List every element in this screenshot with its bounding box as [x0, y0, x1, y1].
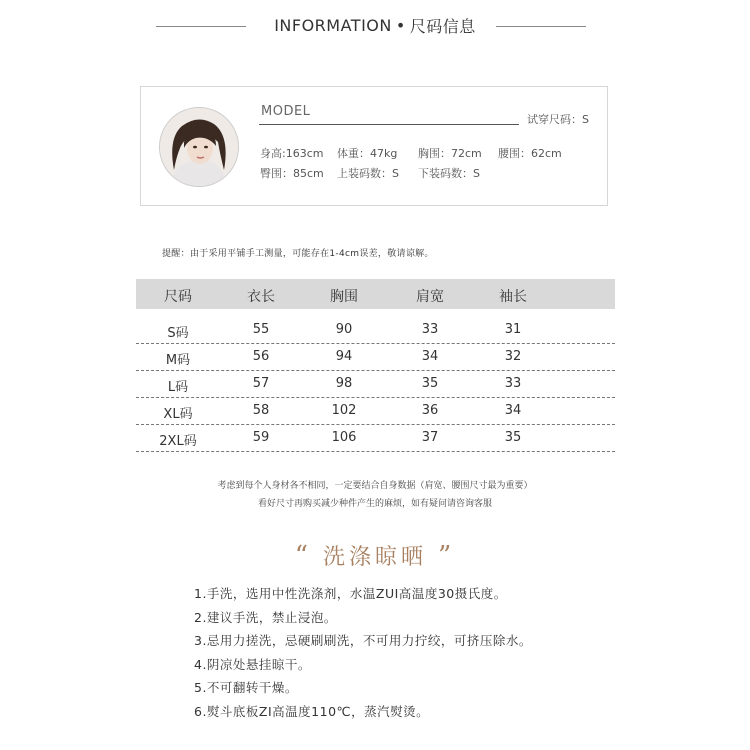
- cell-size: 2XL码: [159, 434, 197, 449]
- cell-shoulder: 36: [421, 403, 439, 418]
- tryon-size: 试穿尺码：S: [527, 113, 589, 126]
- model-avatar: [159, 107, 239, 187]
- cell-shoulder: 34: [421, 349, 439, 364]
- washing-instructions: [194, 584, 532, 725]
- cell-shoulder: 37: [421, 430, 439, 445]
- cell-chest: 94: [335, 349, 353, 364]
- list-item: 4.阴凉处悬挂晾干。: [194, 656, 311, 672]
- cell-size: M码: [165, 353, 191, 368]
- cell-sleeve: 33: [504, 376, 522, 391]
- stat-bottom-size: 下装码数：S: [418, 167, 480, 180]
- page-title: [0, 14, 750, 37]
- washing-title-text: 洗涤晾晒: [322, 545, 427, 570]
- stat-height: 身高:163cm: [260, 147, 324, 160]
- title-chinese: 尺码信息: [409, 17, 476, 36]
- cell-chest: 106: [331, 430, 357, 445]
- cell-size: XL码: [163, 407, 193, 422]
- list-item: 3.忌用力搓洗，忌硬刷刷洗，不可用力拧绞，可挤压除水。: [194, 633, 532, 648]
- model-label: MODEL: [261, 104, 311, 119]
- cell-chest: 102: [331, 403, 357, 418]
- list-item: 1.手洗，选用中性洗涤剂，水温ZUI高温度30摄氏度。: [194, 586, 507, 601]
- cell-length: 58: [252, 403, 270, 418]
- cell-shoulder: 35: [421, 376, 439, 391]
- size-table-header: [136, 279, 615, 309]
- col-header-size: 尺码: [164, 289, 192, 305]
- stat-waist: 腰围：62cm: [498, 147, 562, 160]
- footnote-line-1: 考虑到每个人身材各不相同，一定要结合自身数据（肩宽、腰围尺寸最为重要）: [217, 481, 533, 491]
- cell-sleeve: 34: [504, 403, 522, 418]
- stat-top-size: 上装码数：S: [337, 167, 399, 180]
- list-item: 2.建议手洗，禁止浸泡。: [194, 609, 337, 625]
- cell-length: 56: [252, 349, 270, 364]
- open-quote: “: [294, 541, 312, 571]
- cell-length: 59: [252, 430, 270, 445]
- table-row: [136, 316, 615, 344]
- col-header-chest: 胸围: [330, 289, 358, 305]
- col-header-length: 衣长: [247, 289, 275, 305]
- cell-chest: 90: [335, 322, 353, 337]
- title-dot: •: [395, 16, 406, 35]
- close-quote: ”: [438, 541, 456, 571]
- cell-sleeve: 32: [504, 349, 522, 364]
- cell-length: 57: [252, 376, 270, 391]
- list-item: 5.不可翻转干燥。: [194, 680, 298, 695]
- model-underline: [259, 124, 519, 125]
- stat-hips: 臀围：85cm: [260, 167, 324, 180]
- cell-size: L码: [167, 380, 189, 395]
- model-info-card: [140, 86, 608, 206]
- measurement-reminder: 提醒：由于采用平铺手工测量，可能存在1-4cm误差，敬请谅解。: [162, 249, 434, 259]
- cell-length: 55: [252, 322, 270, 337]
- table-row: [136, 343, 615, 371]
- cell-chest: 98: [335, 376, 353, 391]
- col-header-shoulder: 肩宽: [416, 289, 444, 305]
- title-english: INFORMATION: [274, 16, 392, 35]
- list-item: 6.熨斗底板ZI高温度110℃，蒸汽熨烫。: [194, 703, 430, 719]
- col-header-sleeve: 袖长: [499, 289, 527, 305]
- footnote-line-2: 看好尺寸再购买减少种件产生的麻烦，如有疑问请咨询客服: [257, 499, 492, 509]
- cell-sleeve: 35: [504, 430, 522, 445]
- stat-weight: 体重：47kg: [337, 147, 398, 160]
- cell-size: S码: [167, 326, 189, 341]
- cell-sleeve: 31: [504, 322, 522, 337]
- washing-title: [0, 540, 750, 571]
- table-row: [136, 370, 615, 398]
- stat-bust: 胸围：72cm: [418, 147, 482, 160]
- table-row: [136, 424, 615, 452]
- table-row: [136, 397, 615, 425]
- cell-shoulder: 33: [421, 322, 439, 337]
